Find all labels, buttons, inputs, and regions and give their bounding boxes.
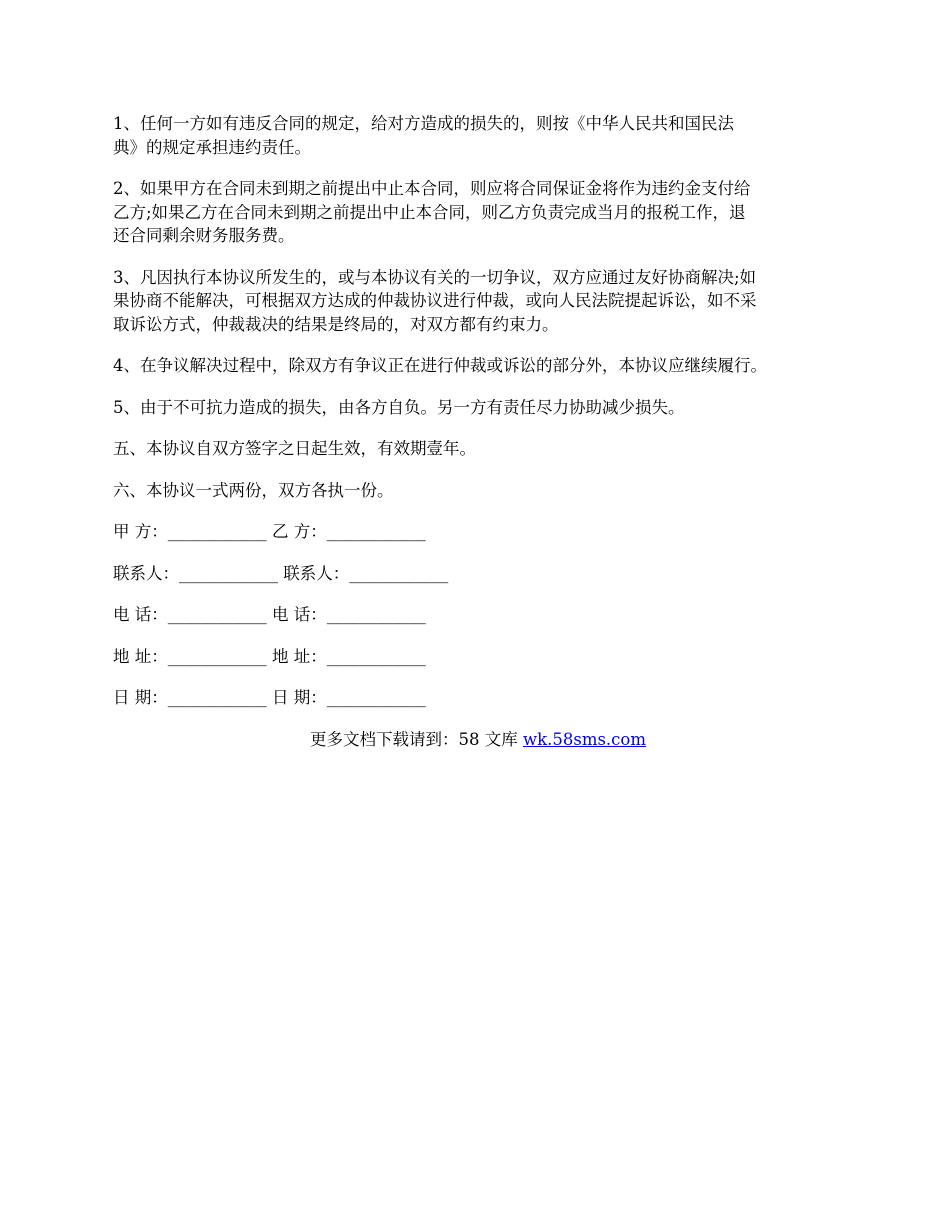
text-line: 取诉讼方式，仲裁裁决的结果是终局的，对双方都有约束力。 (113, 314, 559, 334)
text-line: 还合同剩余财务服务费。 (113, 226, 295, 245)
text-line: 六、本协议一式两份，双方各执一份。 (113, 480, 394, 500)
signature-address-row: 地 址：____________ 地 址：____________ (113, 646, 426, 666)
text-line: 3、凡因执行本协议所发生的，或与本协议有关的一切争议，双方应通过友好协商解决;如 (113, 267, 757, 287)
signature-contact-row: 联系人：____________ 联系人：____________ (113, 563, 449, 583)
text-line: 4、在争议解决过程中，除双方有争议正在进行仲裁或诉讼的部分外，本协议应继续履行。 (113, 356, 767, 375)
text-line: 典》的规定承担违约责任。 (113, 137, 311, 157)
text-line: 五、本协议自双方签字之日起生效，有效期壹年。 (113, 439, 476, 458)
signature-party-row: 甲 方：____________ 乙 方：____________ (113, 522, 426, 541)
text-line: 2、如果甲方在合同未到期之前提出中止本合同，则应将合同保证金将作为违约金支付给 (113, 179, 751, 198)
clause-1 (113, 112, 843, 159)
footer-prefix: 更多文档下载请到：58 文库 (309, 729, 523, 749)
footer-link[interactable]: wk.58sms.com (522, 729, 646, 749)
clause-2 (113, 177, 843, 248)
text-line: 5、由于不可抗力造成的损失，由各方自负。另一方有责任尽力协助减少损失。 (113, 397, 685, 417)
text-line: 1、任何一方如有违反合同的规定，给对方造成的损失的，则按《中华人民共和国民法 (113, 114, 734, 133)
download-footer (113, 728, 843, 752)
text-line: 乙方;如果乙方在合同未到期之前提出中止本合同，则乙方负责完成当月的报税工作，退 (113, 202, 746, 222)
clause-3 (113, 266, 843, 337)
signature-date-row: 日 期：____________ 日 期：____________ (113, 688, 426, 707)
clause-effective (113, 437, 843, 461)
signature-phone-row: 电 话：____________ 电 话：____________ (113, 605, 426, 624)
clause-4 (113, 354, 843, 378)
clause-5 (113, 396, 843, 420)
document-page (113, 112, 843, 751)
clause-copies (113, 479, 843, 503)
text-line: 果协商不能解决，可根据双方达成的仲裁协议进行仲裁，或向人民法院提起诉讼，如不采 (113, 291, 757, 310)
